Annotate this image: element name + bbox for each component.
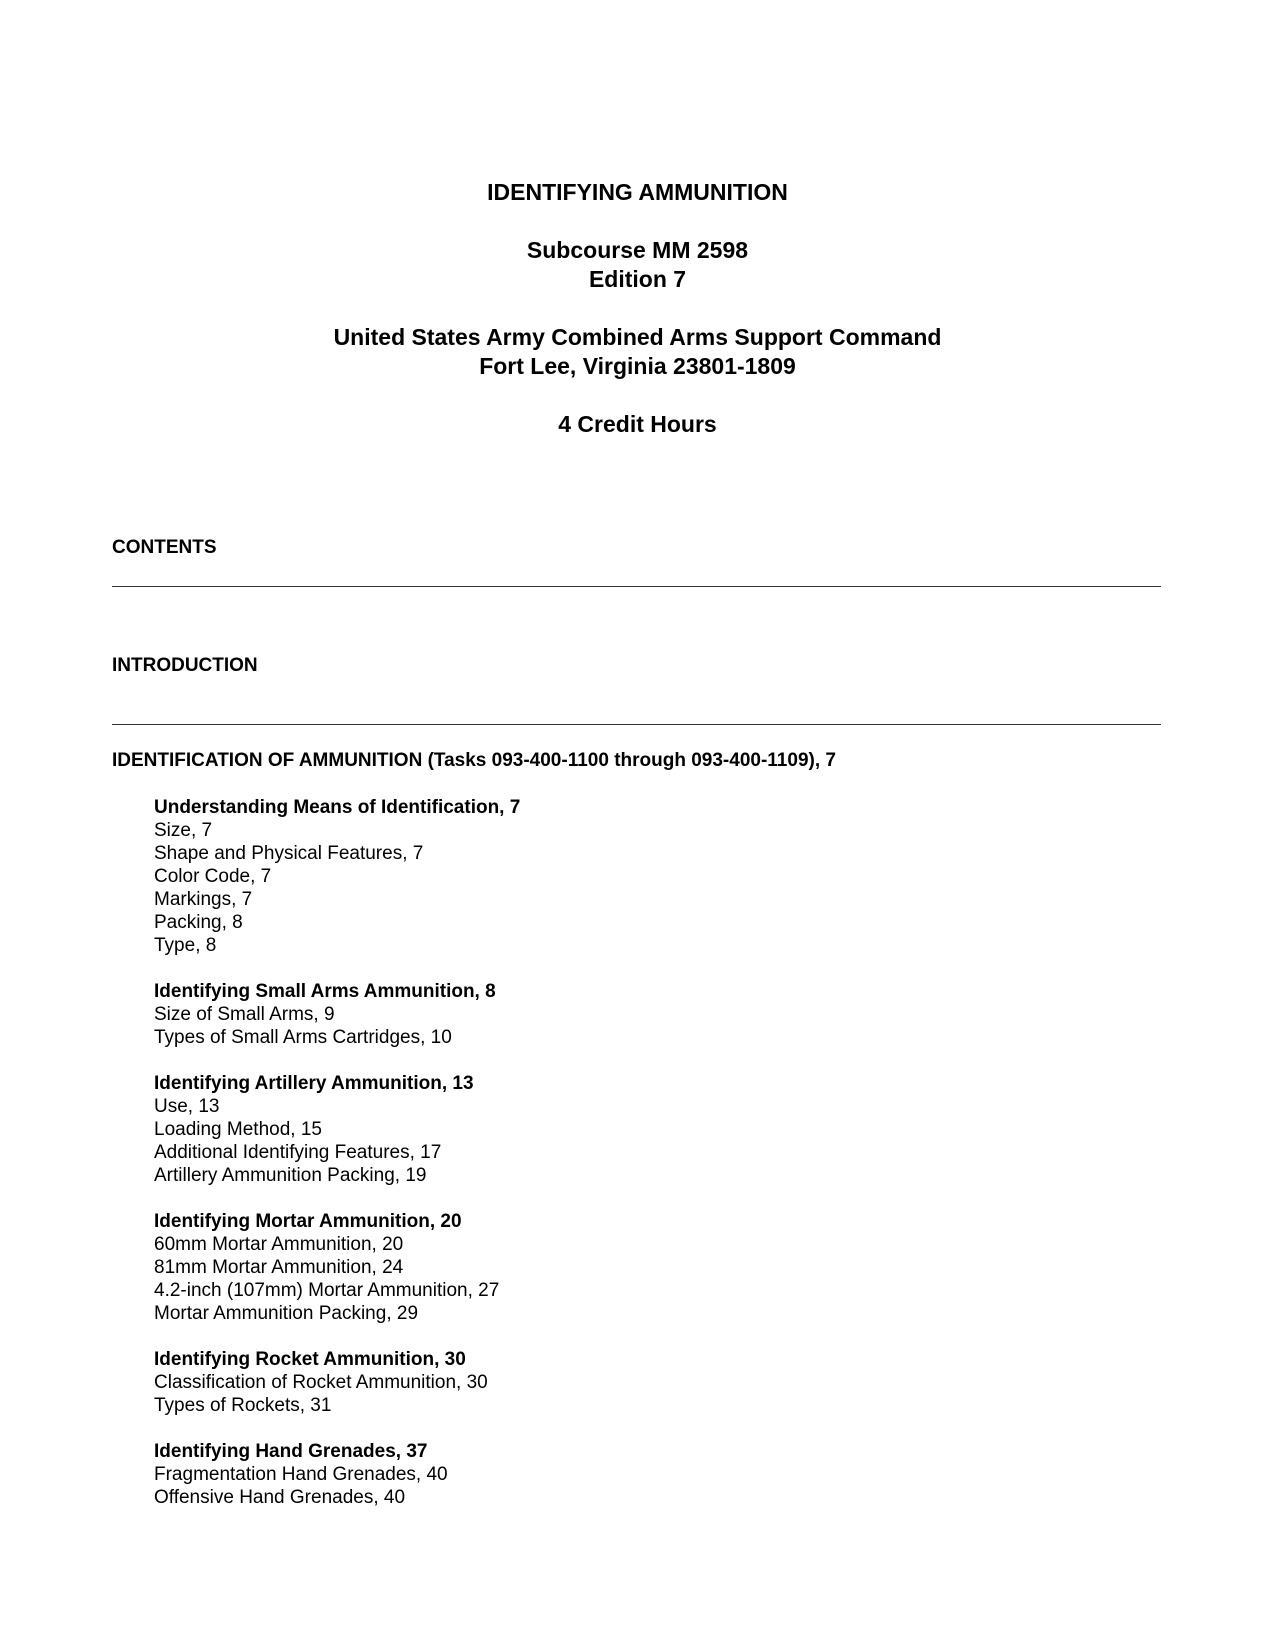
toc-section-title: Identifying Small Arms Ammunition, 8 xyxy=(154,981,496,1002)
toc-entry: Markings, 7 xyxy=(154,889,253,910)
subcourse-number: Subcourse MM 2598 xyxy=(526,237,749,263)
toc-entry: Fragmentation Hand Grenades, 40 xyxy=(154,1464,448,1485)
toc-section-title: Identifying Artillery Ammunition, 13 xyxy=(154,1073,474,1094)
toc-entry: Offensive Hand Grenades, 40 xyxy=(154,1487,406,1508)
toc-entry: Color Code, 7 xyxy=(154,866,272,887)
lesson-heading: IDENTIFICATION OF AMMUNITION (Tasks 093-400-1100 through 093-400-1109), 7 xyxy=(112,750,836,771)
table-of-contents xyxy=(154,796,520,1532)
toc-entry: Use, 13 xyxy=(154,1096,220,1117)
location: Fort Lee, Virginia 23801-1809 xyxy=(479,353,796,379)
toc-entry: 60mm Mortar Ammunition, 20 xyxy=(154,1234,404,1255)
toc-entry: Size, 7 xyxy=(154,820,213,841)
toc-entry: Additional Identifying Features, 17 xyxy=(154,1142,442,1163)
divider-contents xyxy=(112,586,1161,587)
toc-entry: Type, 8 xyxy=(154,935,217,956)
toc-section xyxy=(154,1440,520,1509)
title-block xyxy=(0,178,1275,439)
contents-heading: CONTENTS xyxy=(112,537,217,558)
toc-section-title: Identifying Hand Grenades, 37 xyxy=(154,1441,428,1462)
toc-entry: Types of Small Arms Cartridges, 10 xyxy=(154,1027,452,1048)
toc-section xyxy=(154,796,520,957)
toc-entry: Types of Rockets, 31 xyxy=(154,1395,332,1416)
introduction-heading: INTRODUCTION xyxy=(112,655,258,676)
toc-entry: Classification of Rocket Ammunition, 30 xyxy=(154,1372,488,1393)
edition: Edition 7 xyxy=(588,266,687,292)
toc-entry: 4.2-inch (107mm) Mortar Ammunition, 27 xyxy=(154,1280,500,1301)
toc-entry: Packing, 8 xyxy=(154,912,243,933)
toc-entry: Shape and Physical Features, 7 xyxy=(154,843,424,864)
toc-section-title: Understanding Means of Identification, 7 xyxy=(154,797,521,818)
credit-hours: 4 Credit Hours xyxy=(558,411,717,437)
toc-entry: Size of Small Arms, 9 xyxy=(154,1004,335,1025)
toc-section xyxy=(154,1348,520,1417)
toc-section xyxy=(154,980,520,1049)
toc-section-title: Identifying Mortar Ammunition, 20 xyxy=(154,1211,462,1232)
divider-introduction xyxy=(112,724,1161,725)
toc-section-title: Identifying Rocket Ammunition, 30 xyxy=(154,1349,466,1370)
organization: United States Army Combined Arms Support Command xyxy=(333,324,942,350)
toc-entry: Mortar Ammunition Packing, 29 xyxy=(154,1303,419,1324)
toc-entry: Loading Method, 15 xyxy=(154,1119,322,1140)
toc-section xyxy=(154,1072,520,1187)
document-title: IDENTIFYING AMMUNITION xyxy=(487,179,788,205)
toc-section xyxy=(154,1210,520,1325)
toc-entry: Artillery Ammunition Packing, 19 xyxy=(154,1165,427,1186)
toc-entry: 81mm Mortar Ammunition, 24 xyxy=(154,1257,404,1278)
